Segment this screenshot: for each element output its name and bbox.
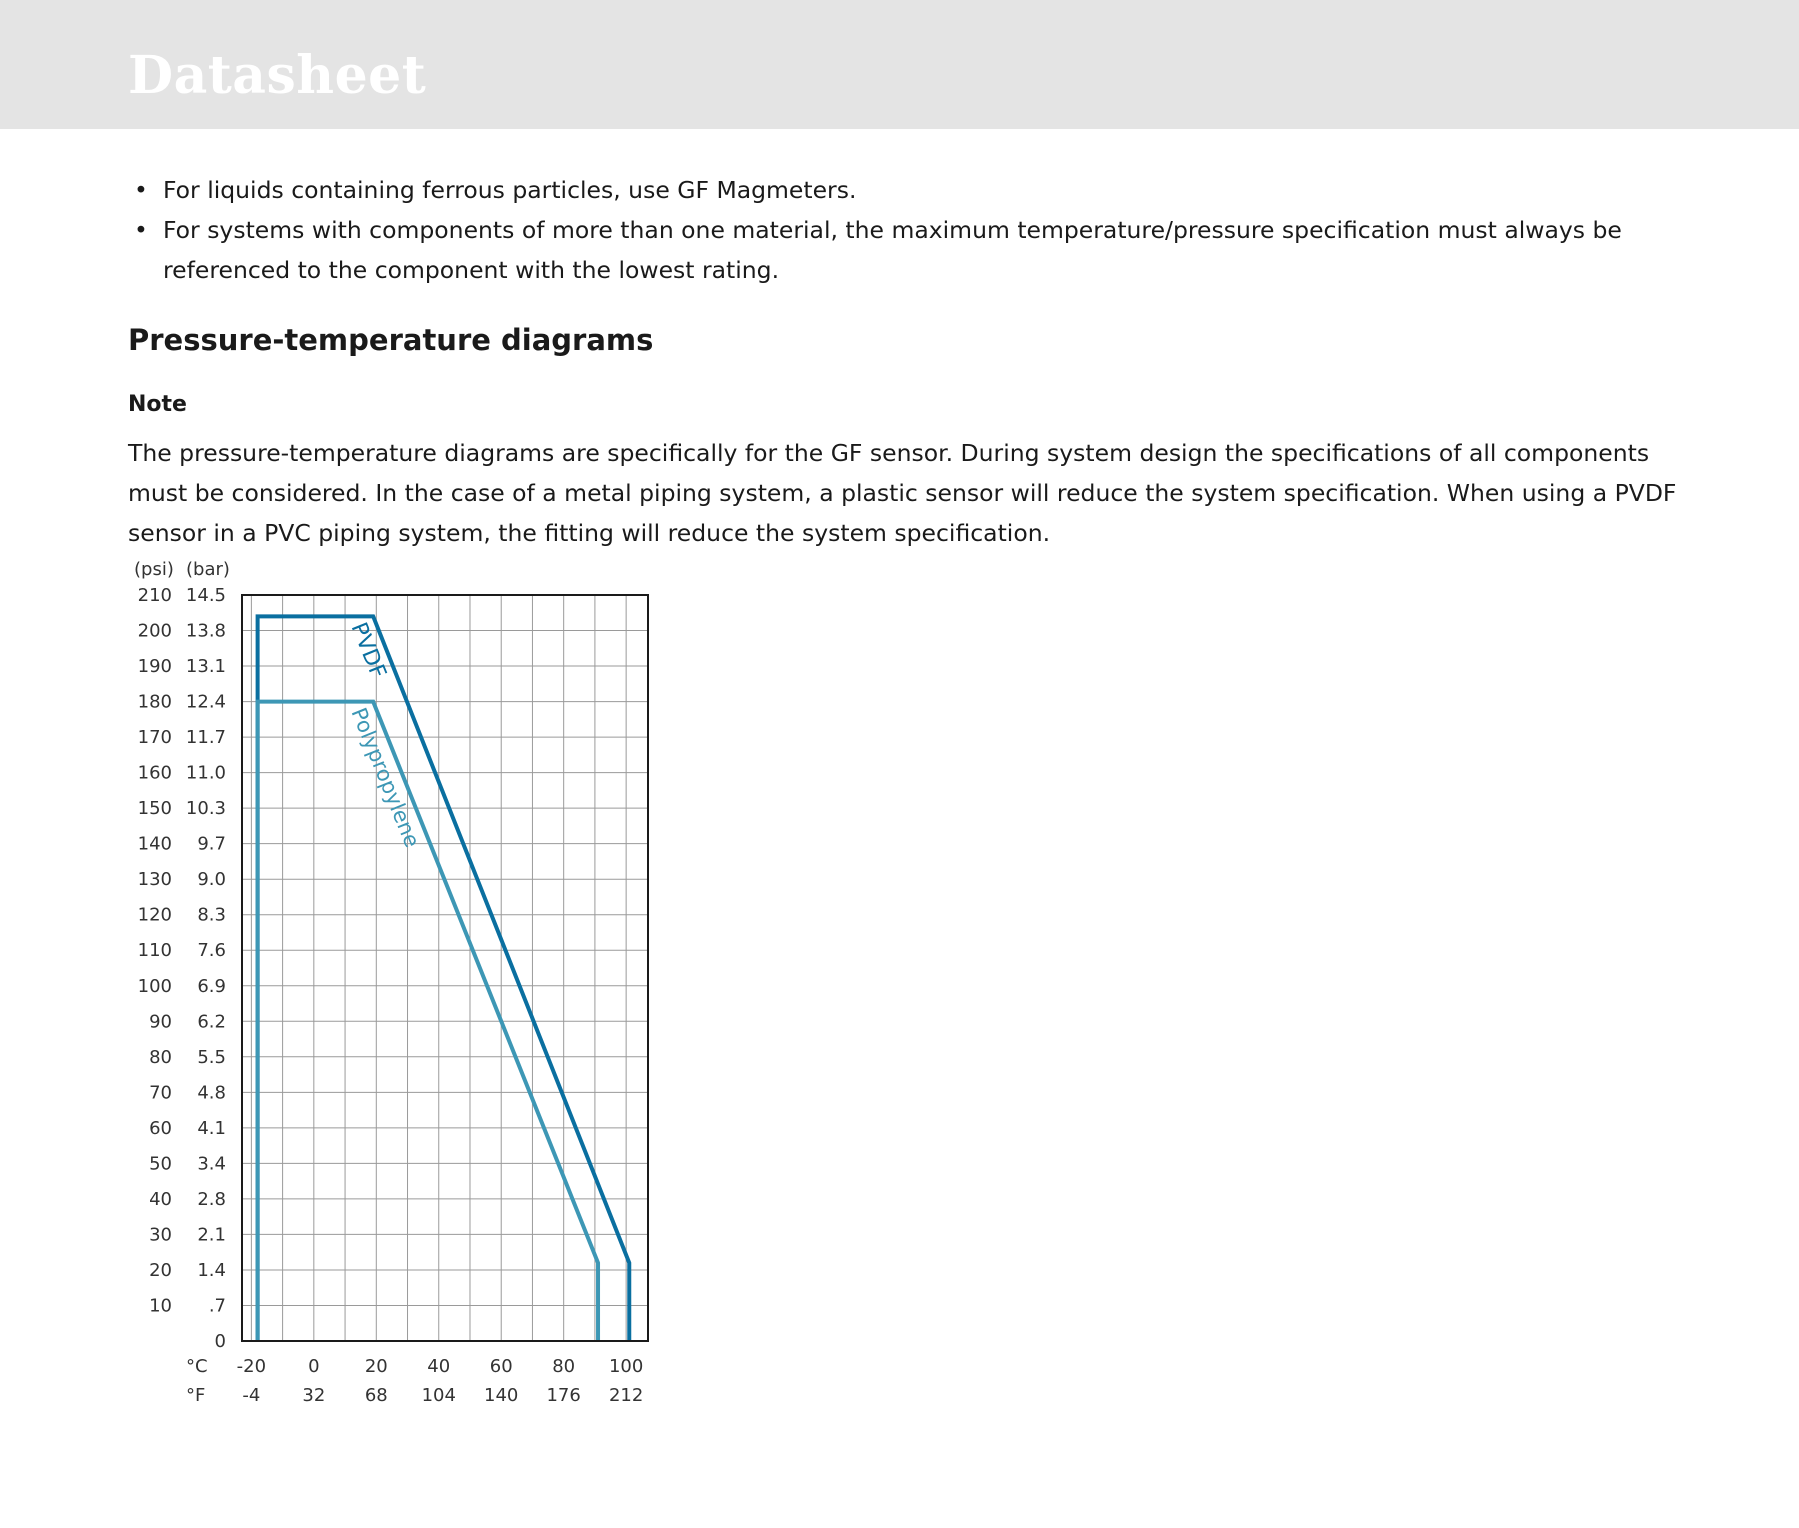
psi-tick-label: 90 <box>149 1011 172 1033</box>
bar-tick-label: 10.3 <box>185 798 226 820</box>
psi-tick-label: 130 <box>137 869 172 891</box>
plot-frame <box>242 595 648 1341</box>
celsius-tick-label: 100 <box>608 1356 644 1377</box>
bullet-icon: • <box>134 176 148 204</box>
bar-tick-label: 6.2 <box>197 1011 226 1033</box>
psi-tick-label: 110 <box>137 940 172 962</box>
bar-tick-label: 11.7 <box>185 727 226 749</box>
psi-tick-label: 180 <box>137 691 172 713</box>
note-text: The pressure-temperature diagrams are specifically for the GF sensor. During system design the specifications of all components must be considered. In the case of a metal piping system, a plastic sensor will reduce the system specification. When using a PVDF sensor in a PVC piping system, the fitting will reduce the system specification. <box>128 439 1677 547</box>
psi-tick-label: 20 <box>149 1259 172 1281</box>
fahrenheit-tick-label: 32 <box>302 1385 326 1406</box>
fahrenheit-tick-label: 104 <box>421 1385 456 1406</box>
psi-tick-label: 120 <box>137 904 172 926</box>
psi-tick-label: 210 <box>137 585 172 606</box>
bar-tick-label: 7.6 <box>197 940 226 962</box>
celsius-tick-label: 80 <box>552 1356 576 1377</box>
bar-tick-label: 6.9 <box>197 975 226 997</box>
fahrenheit-tick-label: 176 <box>546 1385 581 1406</box>
bar-tick-label: 4.8 <box>197 1082 226 1104</box>
bar-tick-label: 0 <box>214 1331 226 1352</box>
psi-unit-label: (psi) <box>134 559 174 580</box>
psi-tick-label: 50 <box>149 1153 172 1175</box>
bullet-icon: • <box>134 216 148 244</box>
fahrenheit-unit-label: °F <box>186 1385 206 1406</box>
celsius-tick-label: 40 <box>427 1356 451 1377</box>
bar-tick-label: 2.1 <box>197 1224 226 1246</box>
bar-tick-label: 5.5 <box>197 1046 226 1068</box>
bar-tick-label: 4.1 <box>197 1117 226 1139</box>
psi-tick-label: 80 <box>149 1046 172 1068</box>
fahrenheit-tick-label: 140 <box>484 1385 519 1406</box>
section-heading: Pressure-temperature diagrams <box>128 323 654 357</box>
psi-tick-label: 40 <box>149 1188 172 1210</box>
bar-tick-label: 13.8 <box>185 620 226 642</box>
bullet-text: For systems with components of more than one material, the maximum temperature/pressure specification must always be referenced to the component with the lowest rating. <box>163 216 1622 284</box>
bar-tick-label: 14.5 <box>185 585 226 606</box>
psi-tick-label: 100 <box>137 975 172 997</box>
bar-tick-label: 1.4 <box>197 1259 226 1281</box>
chart-grid <box>242 595 648 1341</box>
celsius-tick-label: 60 <box>489 1356 513 1377</box>
psi-tick-label: 30 <box>149 1224 172 1246</box>
bar-tick-label: 12.4 <box>185 691 226 713</box>
psi-tick-label: 60 <box>149 1117 172 1139</box>
psi-tick-label: 160 <box>137 762 172 784</box>
bar-tick-label: 3.4 <box>197 1153 226 1175</box>
bar-tick-label: 9.7 <box>197 833 226 855</box>
fahrenheit-tick-label: 68 <box>364 1385 388 1406</box>
psi-tick-label: 140 <box>137 833 172 855</box>
series-label-pvdf: PVDF <box>345 619 391 683</box>
celsius-tick-label: -20 <box>236 1356 267 1377</box>
bar-tick-label: 8.3 <box>197 904 226 926</box>
bar-tick-label: 2.8 <box>197 1188 226 1210</box>
bar-tick-label: 11.0 <box>185 762 226 784</box>
page-title: Datasheet <box>128 45 427 106</box>
fahrenheit-tick-label: -4 <box>242 1385 261 1406</box>
bar-unit-label: (bar) <box>186 559 230 580</box>
bar-tick-label: 9.0 <box>197 869 226 891</box>
psi-tick-label: 170 <box>137 727 172 749</box>
psi-tick-label: 10 <box>149 1295 172 1317</box>
series-label-polypropylene: Polypropylene <box>346 704 425 851</box>
celsius-unit-label: °C <box>186 1356 208 1377</box>
note-heading: Note <box>128 392 187 417</box>
chart-labels <box>134 559 643 1406</box>
bar-tick-label: .7 <box>208 1295 226 1317</box>
bullet-text: For liquids containing ferrous particles, use GF Magmeters. <box>163 176 857 204</box>
bar-tick-label: 13.1 <box>185 656 226 678</box>
celsius-tick-label: 20 <box>364 1356 388 1377</box>
celsius-tick-label: 0 <box>308 1356 320 1377</box>
psi-tick-label: 150 <box>137 798 172 820</box>
psi-tick-label: 190 <box>137 656 172 678</box>
psi-tick-label: 200 <box>137 620 172 642</box>
fahrenheit-tick-label: 212 <box>608 1385 644 1406</box>
psi-tick-label: 70 <box>149 1082 172 1104</box>
